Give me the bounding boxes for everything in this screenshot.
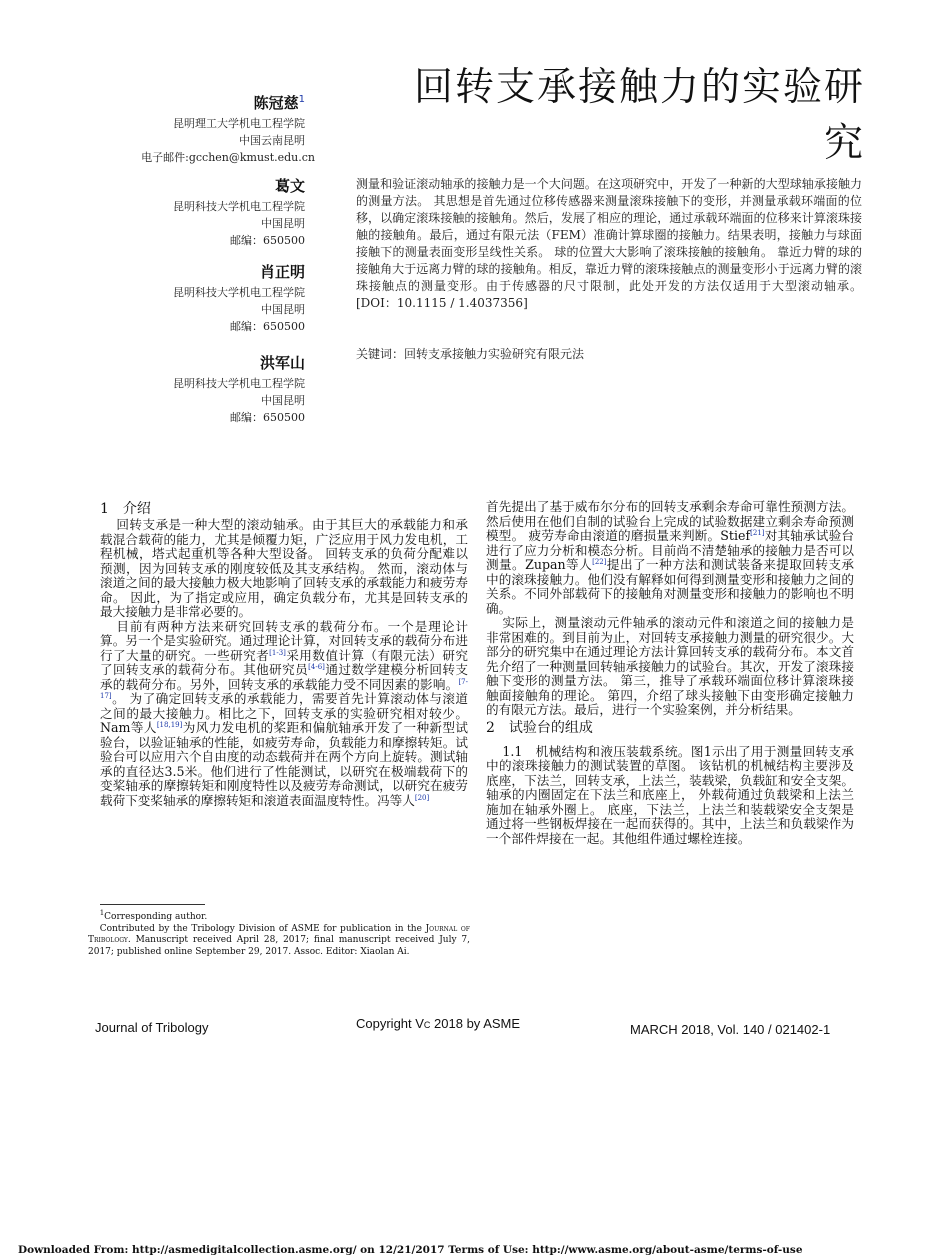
author-email[interactable]: 电子邮件:gcchen@kmust.edu.cn (141, 151, 315, 164)
author-block-3 (100, 262, 305, 335)
right-column (486, 500, 854, 846)
author-affiliation: 昆明科技大学机电工程学院 (173, 286, 305, 299)
author-affiliation: 昆明理工大学机电工程学院 (173, 117, 305, 130)
citation-link[interactable]: [4-6] (308, 662, 325, 671)
download-notice[interactable]: Downloaded From: http://asmedigitalcollection.asme.org/ on 12/21/2017 Terms of Use: http://www.asme.org/about-asme/terms-of-use (18, 1244, 803, 1256)
author-name: 肖正明 (259, 263, 305, 281)
citation-link[interactable]: [21] (750, 528, 765, 537)
author-location: 中国昆明 (261, 394, 305, 407)
author-postcode: 邮编：650500 (230, 234, 305, 247)
paper-title: 回转支承接触力的实验研究 (413, 65, 865, 166)
paragraph: 首先提出了基于威布尔分布的回转支承剩余寿命可靠性预测方法。 然后使用在他们自制的试验台上完成的试验数据建立剩余寿命预测模型。 疲劳寿命由滚道的磨损量来判断。Stief[21]对其轴承试验台进行了应力分析和模态分析。目前尚不清楚轴承的接触力是否可以测量。Zupan等人[22]提出了一种方法和测试装备来提取回转支承中的滚珠接触力。他们没有解释如何得到测量变形和接触力之间的关系。不同外部载荷下的接触角对测量变形和接触力的影响也不明确。 (486, 499, 855, 616)
author-name: 洪军山 (259, 354, 305, 372)
author-affiliation: 昆明科技大学机电工程学院 (173, 377, 305, 390)
citation-link[interactable]: [22] (592, 557, 607, 566)
citation-link[interactable]: [7-17] (100, 677, 468, 700)
author-block-1 (100, 90, 315, 166)
footnote-contribution: Contributed by the Tribology Division of ASME for publication in the Journal of Tribology. Manuscript received April 28, 2017; final manuscript received July 7, 2017; published online September 29, 2017. Assoc. Editor: Xiaolan Ai. (88, 923, 470, 957)
footnote (88, 908, 470, 958)
section-heading-introduction: 1 介绍 (100, 501, 151, 517)
section-heading-test-rig: 2 试验台的组成 (486, 719, 593, 736)
left-column (100, 500, 468, 808)
author-block-4 (100, 353, 305, 426)
subsection-heading: 1.1 机械结构和液压装载系统。 (502, 743, 691, 759)
author-name: 陈冠慈$^1$ (253, 94, 305, 112)
footer-issue: MARCH 2018, Vol. 140 / 021402-1 (630, 1022, 831, 1037)
paragraph: 目前有两种方法来研究回转支承的载荷分布。一个是理论计算。另一个是实验研究。通过理论计算，对回转支承的载荷分布进行了大量的研究。一些研究者[1-3]采用数值计算（有限元法）研究了回转支承的载荷分布。其他研究员[4-6]通过数学建模分析回转支承的载荷分布。另外，回转支承的承载能力受不同因素的影响。[7-17]。 为了确定回转支承的承载能力，需要首先计算滚动体与滚道之间的最大接触力。相比之下，回转支承的实验研究相对较少。Nam等人[18,19]为风力发电机的桨距和偏航轴承开发了一种新型试验台，以验证轴承的性能，如疲劳寿命，负载能力和摩擦转矩。试验台可以应用六个自由度的动态载荷并在两个方向上旋转。测试轴承的直径达3.5米。他们进行了性能测试，以研究在极端载荷下的变桨轴承的摩擦转矩和刚度特性以及疲劳寿命测试，以研究在疲劳载荷下变桨轴承的摩擦转矩和滚道表面温度特性。冯等人[20] (100, 618, 469, 808)
paragraph: 回转支承是一种大型的滚动轴承。由于其巨大的承载能力和承载混合载荷的能力，尤其是倾覆力矩，广泛应用于风力发电机，工程机械，塔式起重机等各种大型设备。 回转支承的负荷分配难以预测，因为回转支承的刚度较低及其支承结构。 然而，滚动体与滚道之间的最大接触力极大地影响了回转支承的承载能力和疲劳寿命。 因此，为了指定或应用，确定负载分布，尤其是回转支承的最大接触力是非常必要的。 (100, 517, 468, 619)
author-name: 葛文 (274, 177, 305, 195)
footer-copyright: Copyright VC 2018 by ASME (356, 1016, 521, 1031)
paragraph: 实际上，测量滚动元件轴承的滚动元件和滚道之间的接触力是非常困难的。到目前为止，对回转支承接触力测量的研究很少。大部分的研究集中在通过理论方法计算回转支承的载荷分布。本文首先介绍了一种测量回转轴承接触力的试验台。其次，开发了滚珠接触下变形的测量方法。 第三，推导了承载环端面位移计算滚珠接触面接触角的理论。 第四，介绍了球头接触下由变形确定接触力的有限元方法。最后，进行一个实验案例，并分析结果。 (486, 615, 854, 717)
footer-journal-name: Journal of Tribology (95, 1020, 209, 1035)
author-affiliation: 昆明科技大学机电工程学院 (173, 200, 305, 213)
author-location: 中国昆明 (261, 217, 305, 230)
author-footnote-mark[interactable]: 1 (298, 94, 305, 105)
abstract: 测量和验证滚动轴承的接触力是一个大问题。在这项研究中，开发了一种新的大型球轴承接触力的测量方法。 其思想是首先通过位移传感器来测量滚珠接触下的变形，并测量承载环端面的位移，以确定滚珠接触的接触角。然后，发展了相应的理论，通过承载环端面的位移来计算滚珠接触的接触角。最后，通过有限元法（FEM）准确计算球圈的接触力。结果表明，接触力与球面接触下的测量表面变形呈线性关系。 球的位置大大影响了滚珠接触的接触角。 靠近力臂的球的接触角大于远离力臂的球的接触角。相反，靠近力臂的滚珠接触点的测量变形小于远离力臂的滚珠接触点的测量变形。由于传感器的尺寸限制，此处开发的方法仅适用于大型滚动轴承。[DOI：10.1115 / 1.4037356] (356, 177, 862, 310)
author-location: 中国昆明 (261, 303, 305, 316)
citation-link[interactable]: [18,19] (156, 720, 183, 729)
paragraph: 1.1 机械结构和液压装载系统。图1示出了用于测量回转支承中的滚珠接触力的测试装置的草图。 该钻机的机械结构主要涉及底座，下法兰，回转支承，上法兰，装载梁，负载缸和安全支架。 轴承的内圈固定在下法兰和底座上， 外载荷通过负载梁和上法兰施加在轴承外圈上。 底座，下法兰，上法兰和装载梁安全支架是通过将一些钢板焊接在一起而获得的。其中，上法兰和负载梁作为一个部件焊接在一起。其他组件通过螺栓连接。 (486, 743, 854, 846)
footnote-rule (100, 904, 205, 905)
author-postcode: 邮编：650500 (230, 320, 305, 333)
author-block-2 (100, 176, 305, 249)
citation-link[interactable]: [1-3] (269, 648, 286, 657)
author-location: 中国云南昆明 (239, 134, 305, 147)
keywords: 关键词：回转支承接触力实验研究有限元法 (356, 347, 585, 361)
author-postcode: 邮编：650500 (230, 411, 305, 424)
citation-link[interactable]: [20] (414, 793, 430, 802)
footnote-corresponding: $^1$Corresponding author. (99, 909, 208, 922)
